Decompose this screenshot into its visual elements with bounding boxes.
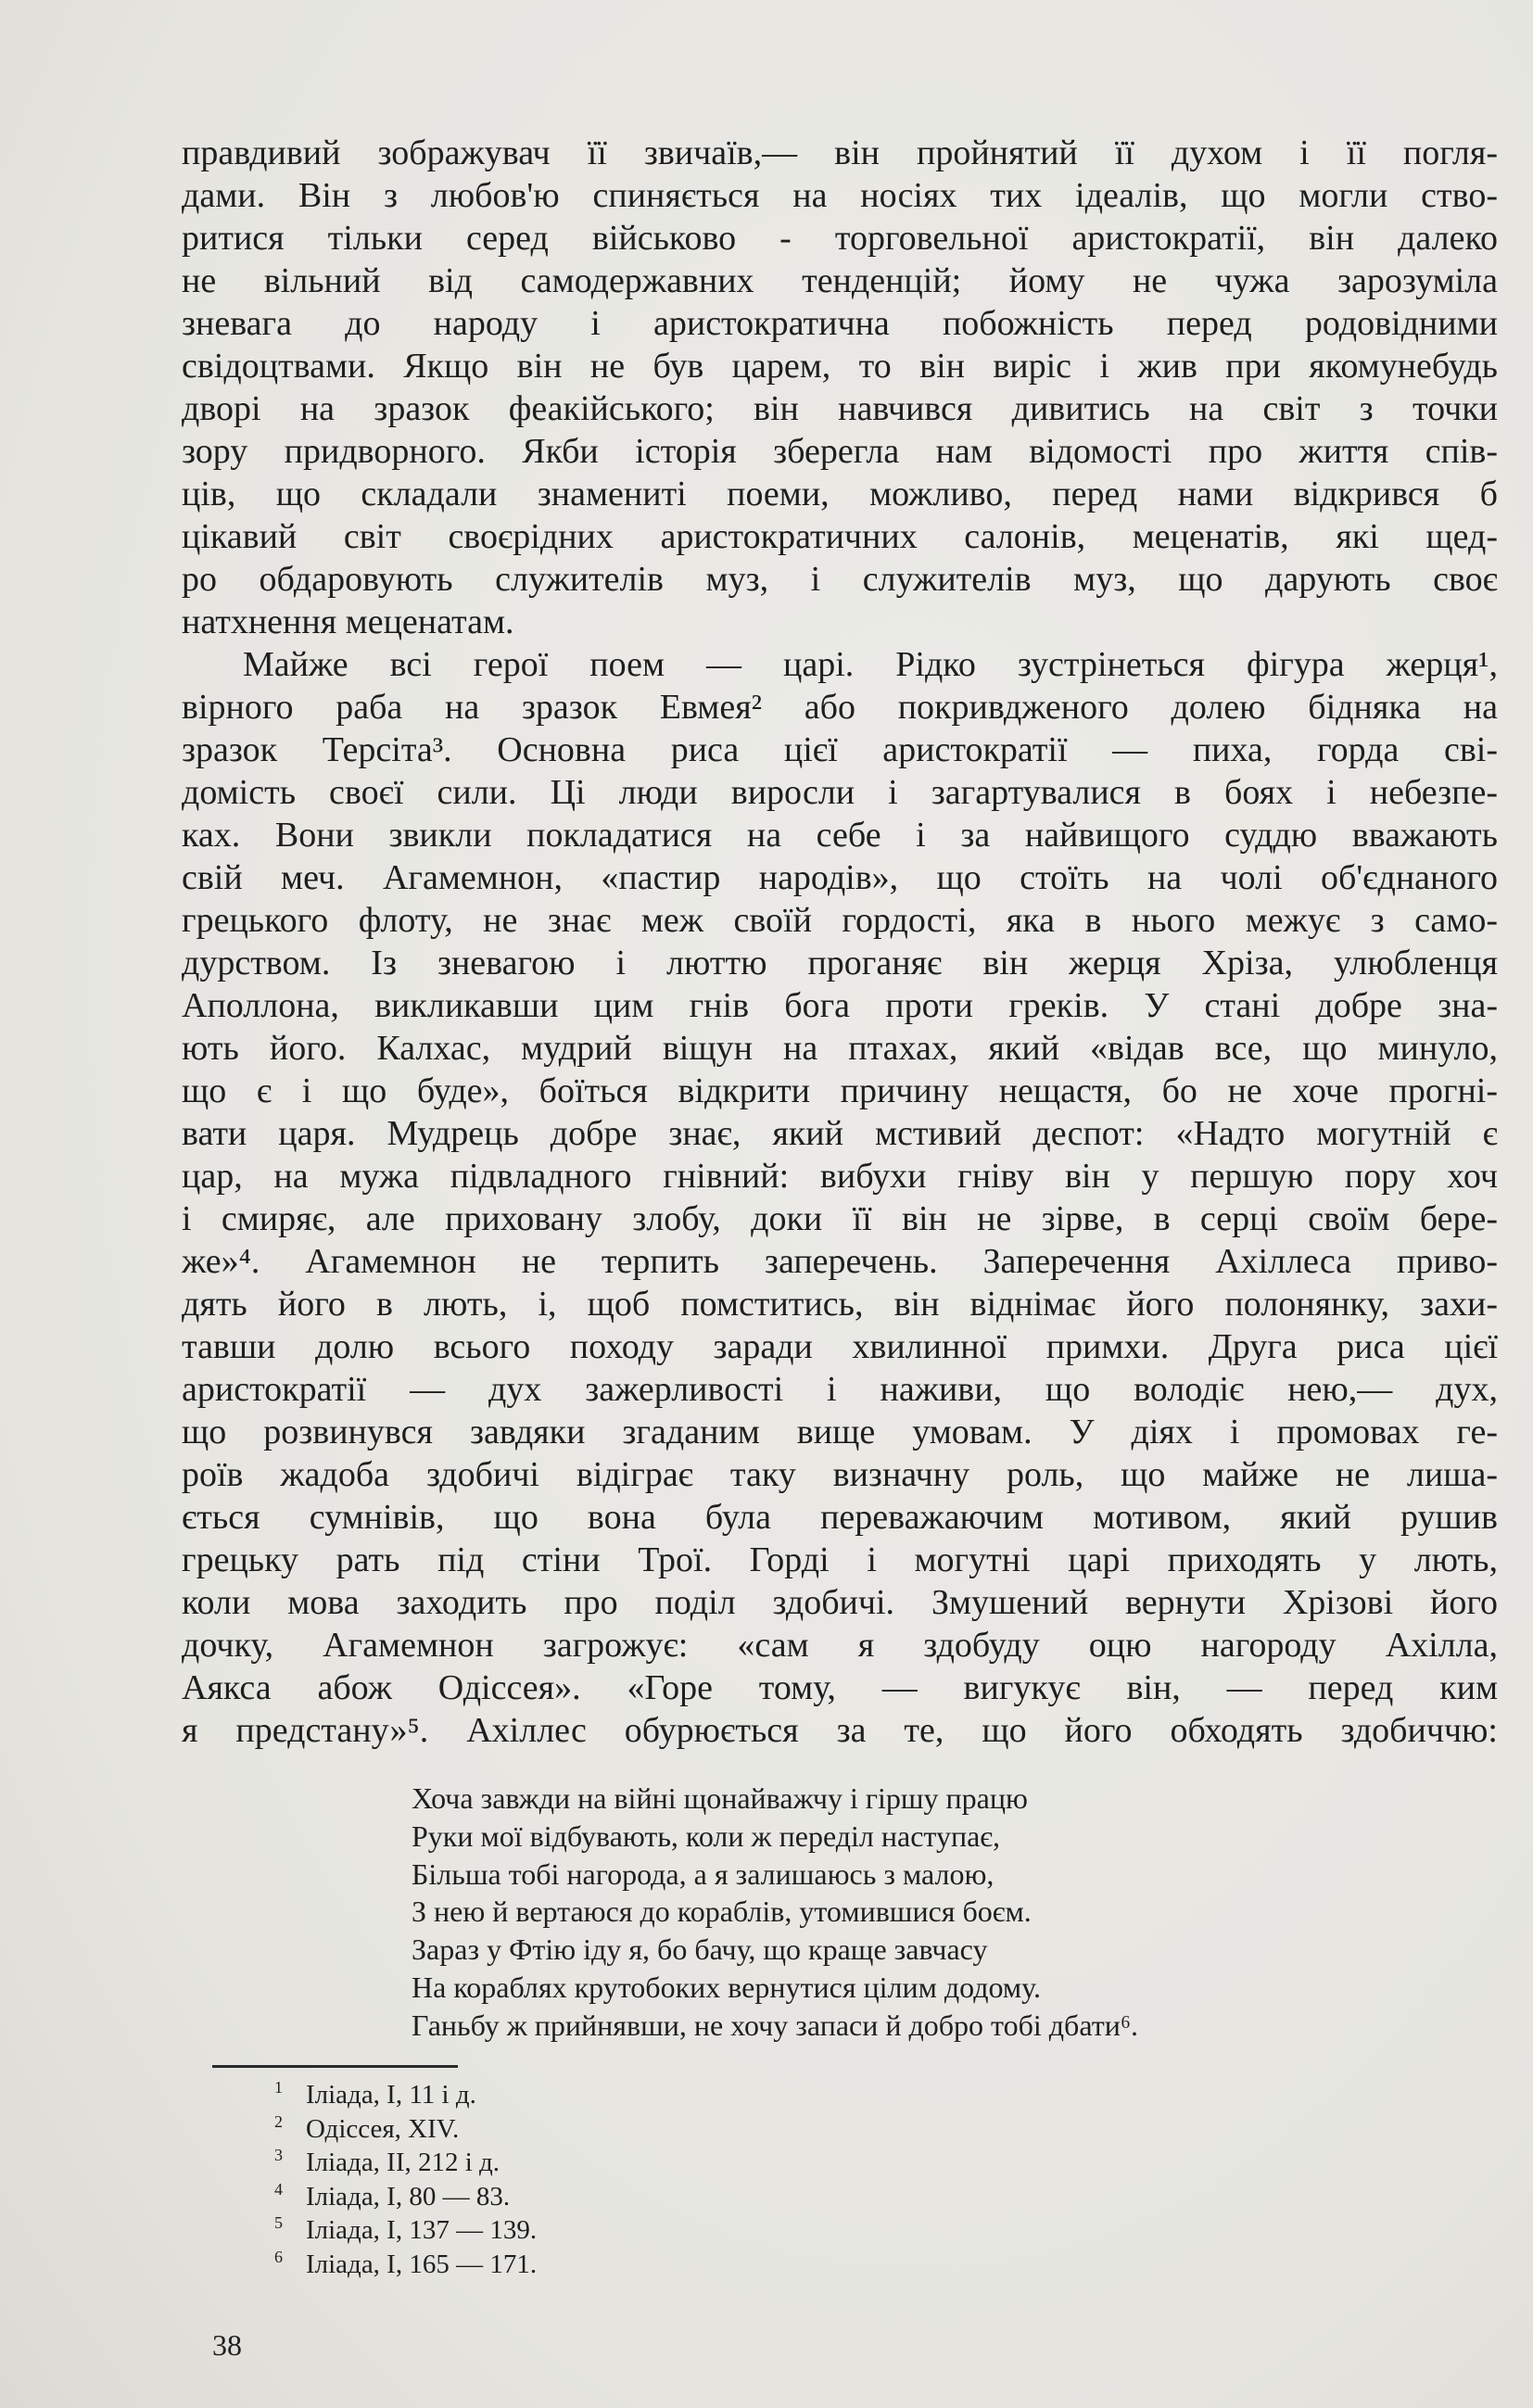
text-line: не вільний від самодержавних тенденцій; йому не чужа зарозуміла — [182, 261, 1498, 300]
text-line: аристократії — дух зажерливості і наживи, що володіє нею,— дух, — [182, 1370, 1498, 1409]
text-line: Аякса абож Одіссея». «Горе тому, — вигукує він, — перед ким — [182, 1668, 1498, 1707]
poem-line: На кораблях крутобоких вернутися цілим додому. — [412, 1970, 1041, 2004]
footnote: 6 Іліада, I, 165 — 171. — [274, 2247, 538, 2279]
text-line: грецького флоту, не знає меж своїй гордості, яка в нього межує з само- — [182, 901, 1498, 940]
text-line: свідоцтвами. Якщо він не був царем, то він виріс і жив при якомунебудь — [182, 347, 1498, 386]
text-line: Майже всі герої поем — царі. Рідко зустрінеться фігура жерця¹, — [243, 645, 1498, 684]
text-line: дять його в лють, і, щоб помститись, він віднімає його полонянку, захи- — [182, 1285, 1498, 1324]
body-text — [182, 132, 1498, 1752]
text-line: що є і що буде», боїться відкрити причину нещастя, бо не хоче прогні- — [182, 1071, 1498, 1110]
text-line: ється сумнівів, що вона була переважаючим мотивом, який рушив — [182, 1498, 1498, 1537]
text-line: тавши долю всього походу заради хвилинної примхи. Друга риса цієї — [182, 1327, 1498, 1366]
footnote: 2 Одіссея, XIV. — [274, 2111, 460, 2144]
text-line: зразок Терсіта³. Основна риса цієї аристократії — пиха, горда сві- — [182, 730, 1498, 769]
text-line: зору придворного. Якби історія зберегла нам відомості про життя спів- — [182, 432, 1498, 471]
footnote-text: Іліада, I, 11 і д. — [306, 2080, 476, 2110]
poem-line: Руки мої відбувають, коли ж переділ наступає, — [412, 1819, 1001, 1853]
poem-line: Ганьбу ж прийнявши, не хочу запаси й добро тобі дбати⁶. — [412, 2008, 1138, 2042]
poem-line: Зараз у Фтію іду я, бо бачу, що краще завчасу — [412, 1933, 988, 1967]
footnote: 1 Іліада, I, 11 і д. — [274, 2078, 476, 2110]
footnote: 5 Іліада, I, 137 — 139. — [274, 2213, 538, 2245]
footnote-text: Іліада, I, 137 — 139. — [306, 2215, 538, 2245]
text-line: ють його. Калхас, мудрий віщун на птахах, який «відав все, що минуло, — [182, 1029, 1498, 1068]
footnote-text: Одіссея, XIV. — [306, 2113, 460, 2144]
text-line: я предстану»⁵. Ахіллес обурюється за те, що його обходять здобиччю: — [182, 1711, 1498, 1750]
text-line: зневага до народу і аристократична побожність перед родовідними — [182, 304, 1498, 343]
text-line: правдивий зображувач її звичаїв,— він пройнятий її духом і її погля- — [182, 133, 1498, 172]
text-line: коли мова заходить про поділ здобичі. Змушений вернути Хрізові його — [182, 1583, 1498, 1622]
text-line: ритися тільки серед військово - торговельної аристократії, він далеко — [182, 219, 1498, 258]
footnotes — [274, 2078, 537, 2281]
text-line: ках. Вони звикли покладатися на себе і за найвищого суддю вважають — [182, 816, 1498, 855]
text-line: дами. Він з любов'ю спиняється на носіях тих ідеалів, що могли ство- — [182, 176, 1498, 215]
page-number: 38 — [212, 2328, 242, 2362]
poem-line: Хоча завжди на війні щонайважчу і гіршу працю — [412, 1781, 1028, 1815]
footnote-text: Іліада, I, 80 — 83. — [306, 2181, 511, 2212]
text-line: натхнення меценатам. — [182, 602, 514, 641]
text-line: дворі на зразок феакійського; він навчився дивитись на світ з точки — [182, 389, 1498, 428]
text-line: вати царя. Мудрець добре знає, який мстивий деспот: «Надто могутній є — [182, 1114, 1498, 1153]
poem-quote — [412, 1780, 1431, 2045]
text-line: ро обдаровують служителів муз, і служителів муз, що дарують своє — [182, 560, 1498, 599]
text-line: же»⁴. Агамемнон не терпить заперечень. Заперечення Ахіллеса приво- — [182, 1242, 1498, 1281]
text-line: Аполлона, викликавши цим гнів бога проти греків. У стані добре зна- — [182, 986, 1498, 1025]
poem-line: Більша тобі нагорода, а я залишаюсь з малою, — [412, 1857, 995, 1891]
footnote: 4 Іліада, I, 80 — 83. — [274, 2179, 511, 2212]
text-line: домість своєї сили. Ці люди виросли і загартувалися в боях і небезпе- — [182, 773, 1498, 812]
text-line: цар, на мужа підвладного гнівний: вибухи гніву він у першую пору хоч — [182, 1157, 1498, 1196]
text-line: що розвинувся завдяки згаданим вище умовам. У діях і промовах ге- — [182, 1413, 1498, 1451]
text-line: свій меч. Агамемнон, «пастир народів», що стоїть на чолі об'єднаного — [182, 858, 1498, 897]
footnote: 3 Іліада, II, 212 і д. — [274, 2146, 500, 2177]
text-line: і смиряє, але приховану злобу, доки її він не зірве, в серці своїм бере- — [182, 1199, 1498, 1238]
text-line: грецьку рать під стіни Трої. Горді і могутні царі приходять у лють, — [182, 1540, 1498, 1579]
poem-line: З нею й вертаюся до кораблів, утомившися боєм. — [412, 1895, 1032, 1929]
text-line: вірного раба на зразок Евмея² або покривдженого долею бідняка на — [182, 688, 1498, 727]
text-line: цікавий світ своєрідних аристократичних салонів, меценатів, які щед- — [182, 517, 1498, 556]
text-line: ців, що складали знамениті поеми, можливо, перед нами відкрився б — [182, 475, 1498, 513]
text-line: дочку, Агамемнон загрожує: «сам я здобуду оцю нагороду Ахілла, — [182, 1626, 1498, 1665]
footnote-text: Іліада, II, 212 і д. — [306, 2148, 500, 2177]
footnote-text: Іліада, I, 165 — 171. — [306, 2249, 538, 2279]
text-line: дурством. Із зневагою і люттю проганяє він жерця Хріза, улюбленця — [182, 944, 1498, 982]
text-line: роїв жадоба здобичі відіграє таку визначну роль, що майже не лиша- — [182, 1455, 1498, 1494]
footnote-divider — [212, 2065, 458, 2068]
